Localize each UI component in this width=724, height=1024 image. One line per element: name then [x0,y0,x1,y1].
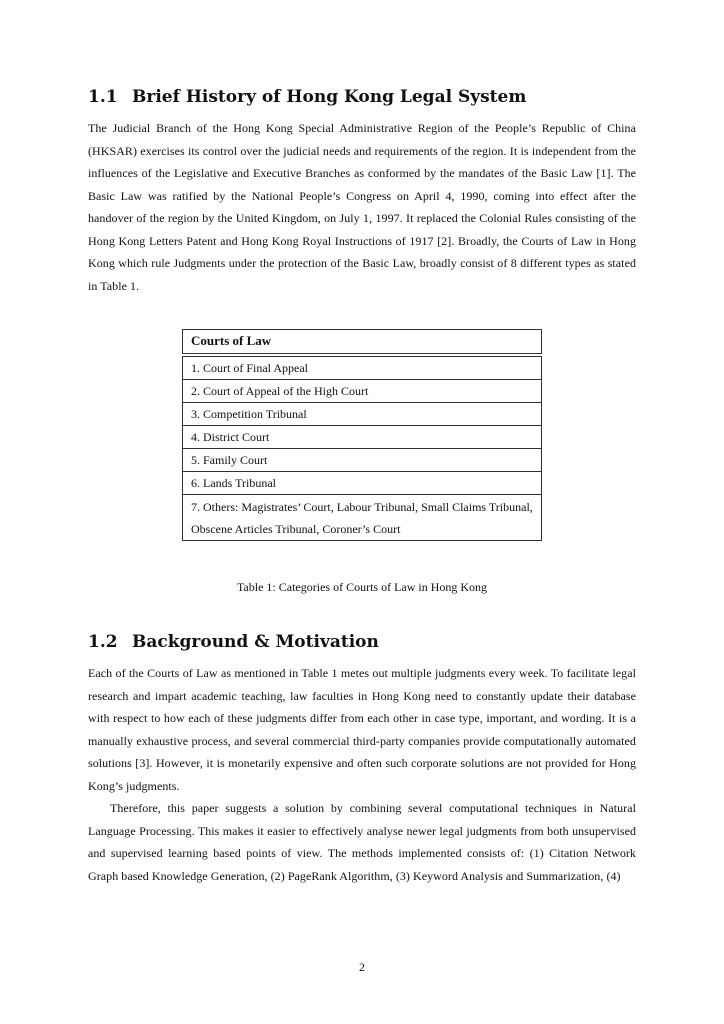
table-row: 2. Court of Appeal of the High Court [182,380,542,403]
section-1-1 [88,86,636,297]
section-1-2 [88,631,636,887]
paragraph: The Judicial Branch of the Hong Kong Special Administrative Region of the People’s Republic of China (HKSAR) exercises its control over the judicial needs and requirements of the region. It is independent from the influences of the Legislative and Executive Branches as conformed by the mandates of the Basic Law [1]. The Basic Law was ratified by the National People’s Congress on April 4, 1990, coming into effect after the handover of the region by the United Kingdom, on July 1, 1997. It replaced the Colonial Rules consisting of the Hong Kong Letters Patent and Hong Kong Royal Instructions of 1917 [2]. Broadly, the Courts of Law in Hong Kong which rule Judgments under the protection of the Basic Law, broadly consist of 8 different types as stated in Table 1. [88,121,636,293]
courts-table [182,329,542,541]
section-number: 1.1 [88,87,118,107]
table-row: 4. District Court [182,426,542,449]
table-row: 1. Court of Final Appeal [182,356,542,380]
table-caption: Table 1: Categories of Courts of Law in Hong Kong [236,580,488,594]
section-heading [88,86,636,108]
table-row: 7. Others: Magistrates’ Court, Labour Tribunal, Small Claims Tribunal, Obscene Articles Tribunal, Coroner’s Court [182,495,542,541]
section-title: Background & Motivation [132,632,379,652]
paragraph: Each of the Courts of Law as mentioned in Table 1 metes out multiple judgments every week. To facilitate legal research and impart academic teaching, law faculties in Hong Kong need to constantly update their database with respect to how each of these judgments differ from each other in case type, important, and wording. It is a manually exhaustive process, and several commercial third-party companies provide computationally automated solutions [3]. However, it is monetarily expensive and often such corporate solutions are not provided for Hong Kong’s judgments. [88,666,636,793]
section-number: 1.2 [88,632,118,652]
table-row: 3. Competition Tribunal [182,403,542,426]
section-title: Brief History of Hong Kong Legal System [132,87,527,107]
section-heading [88,631,636,653]
table-row: 6. Lands Tribunal [182,472,542,495]
page-number: 2 [359,960,365,974]
table-header: Courts of Law [182,329,542,354]
paragraph: Therefore, this paper suggests a solution by combining several computational techniques in Natural Language Processing. This makes it easier to effectively analyse newer legal judgments from both unsupervised and supervised learning based points of view. The methods implemented consists of: (1) Citation Network Graph based Knowledge Generation, (2) PageRank Algorithm, (3) Keyword Analysis and Summarization, (4) [88,801,636,883]
table-row: 5. Family Court [182,449,542,472]
